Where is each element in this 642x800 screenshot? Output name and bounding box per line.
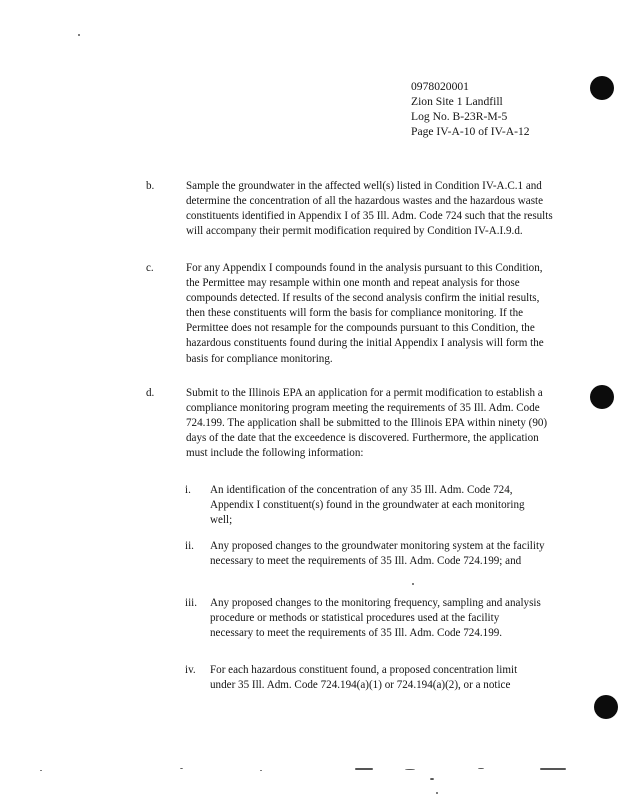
item-marker: d. (146, 387, 155, 399)
scan-speck (412, 583, 414, 585)
subitem-text: Any proposed changes to the monitoring frequency, sampling and analysis procedure or methods or statistical procedures used at the facility necessary to meet the requirements of 35 Ill. Adm. Code 724.199. (210, 597, 541, 640)
scan-speck (430, 778, 434, 780)
log-number: Log No. B-23R-M-5 (411, 110, 508, 123)
scan-speck (78, 34, 80, 36)
item-text: Sample the groundwater in the affected well(s) listed in Condition IV-A.C.1 and determine the concentration of all the hazardous wastes and the hazardous waste constituents identified in Appendix I of 35 Ill. Adm. Code 724 such that the results will accompany their permit modification required by Condition IV-A.I.9.d. (186, 180, 553, 238)
scan-speck (355, 768, 373, 770)
subitem-marker: iii. (185, 597, 198, 609)
subitem-text: For each hazardous constituent found, a proposed concentration limit under 35 Ill. Adm. Code 724.194(a)(1) or 724.194(a)(2), or a notice (210, 664, 518, 692)
binder-hole-bottom (594, 695, 618, 719)
doc-number: 0978020001 (411, 80, 469, 93)
binder-hole-middle (590, 385, 614, 409)
scan-speck (40, 770, 42, 771)
subitem-marker: i. (185, 484, 191, 496)
page-number: Page IV-A-10 of IV-A-12 (411, 125, 530, 138)
scan-speck (180, 768, 183, 769)
site-name: Zion Site 1 Landfill (411, 95, 503, 108)
scan-speck (436, 792, 438, 794)
binder-hole-top (590, 76, 614, 100)
item-marker: b. (146, 180, 155, 192)
item-text: For any Appendix I compounds found in the analysis pursuant to this Condition, the Permittee may resample within one month and repeat analysis for those compounds detected. If results of the second analysis confirm the initial results, then these constituents will form the basis for compliance monitoring. If the Permittee does not resample for the compounds pursuant to this Condition, the hazardous constituents found during the initial Appendix I analysis will form the basis for compliance monitoring. (186, 262, 544, 365)
scan-speck (260, 770, 262, 771)
subitem-marker: ii. (185, 540, 194, 552)
scan-speck (478, 768, 484, 769)
item-text: Submit to the Illinois EPA an application for a permit modification to establish a compliance monitoring program meeting the requirements of 35 Ill. Adm. Code 724.199. The application shall be submitted to the Illinois EPA within ninety (90) days of the date that the exceedence is discovered. Furthermore, the application must include the following information: (186, 387, 548, 460)
page-header (411, 79, 530, 139)
scan-speck (540, 768, 566, 770)
subitem-text: An identification of the concentration of any 35 Ill. Adm. Code 724, Appendix I constituent(s) found in the groundwater at each monitoring well; (210, 484, 525, 527)
subitem-text: Any proposed changes to the groundwater monitoring system at the facility necessary to meet the requirements of 35 Ill. Adm. Code 724.199; and (210, 540, 545, 568)
subitem-marker: iv. (185, 664, 196, 676)
scan-speck (405, 769, 415, 770)
item-marker: c. (146, 262, 154, 274)
